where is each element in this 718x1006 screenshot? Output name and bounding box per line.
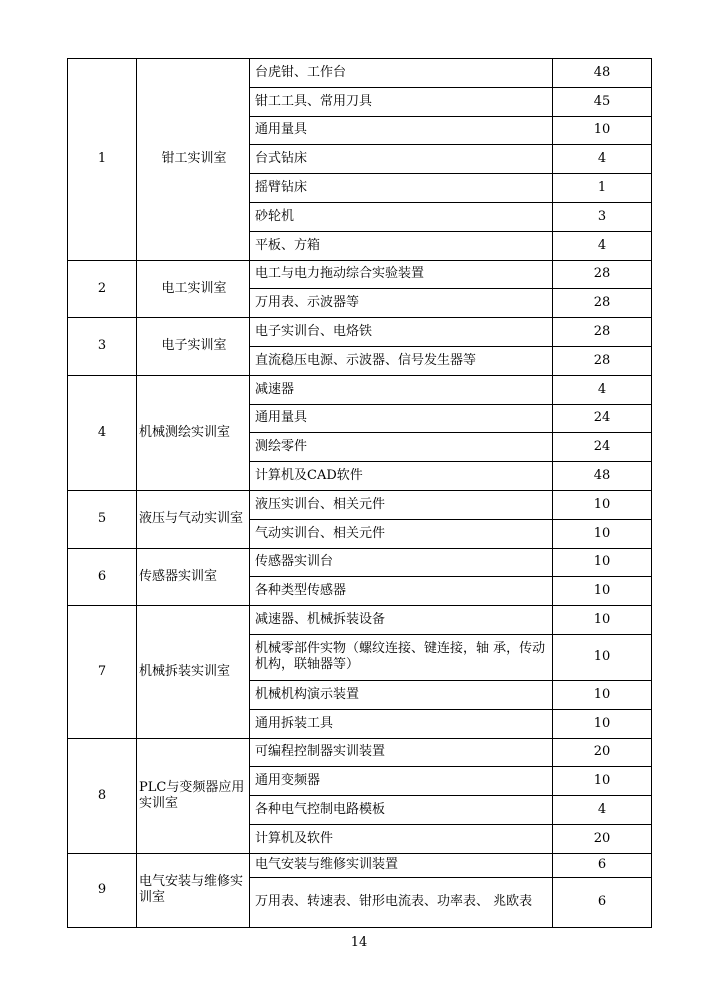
device-name: 机械零部件实物（螺纹连接、键连接，轴 承，传动机构，联轴器等） (250, 634, 553, 680)
lab-number: 7 (68, 606, 137, 738)
device-name: 计算机及软件 (250, 824, 553, 853)
lab-number: 3 (68, 318, 137, 376)
device-qty: 10 (553, 709, 652, 738)
lab-room: PLC与变频器应用实训室 (137, 738, 250, 853)
device-qty: 28 (553, 318, 652, 347)
table-row (68, 738, 652, 767)
device-name: 台虎钳、工作台 (250, 59, 553, 88)
device-qty: 10 (553, 680, 652, 709)
device-name: 砂轮机 (250, 202, 553, 231)
lab-room: 机械测绘实训室 (137, 375, 250, 490)
table-row (68, 375, 652, 404)
table-row (68, 548, 652, 577)
page-number: 14 (350, 935, 368, 950)
lab-number: 1 (68, 59, 137, 261)
device-qty: 28 (553, 260, 652, 289)
device-qty: 45 (553, 87, 652, 116)
device-qty: 10 (553, 116, 652, 145)
device-name: 通用拆装工具 (250, 709, 553, 738)
device-name: 台式钻床 (250, 145, 553, 174)
device-name: 摇臂钻床 (250, 174, 553, 203)
device-name: 直流稳压电源、示波器、信号发生器等 (250, 346, 553, 375)
device-name: 万用表、示波器等 (250, 289, 553, 318)
device-qty: 10 (553, 548, 652, 577)
device-qty: 28 (553, 346, 652, 375)
device-name: 传感器实训台 (250, 548, 553, 577)
device-name: 可编程控制器实训装置 (250, 738, 553, 767)
table-row (68, 606, 652, 635)
device-qty: 10 (553, 519, 652, 548)
lab-number: 5 (68, 490, 137, 548)
device-qty: 4 (553, 145, 652, 174)
device-qty: 28 (553, 289, 652, 318)
device-qty: 4 (553, 796, 652, 825)
device-qty: 4 (553, 231, 652, 260)
device-name: 电气安装与维修实训装置 (250, 853, 553, 877)
table-row (68, 853, 652, 877)
device-qty: 10 (553, 634, 652, 680)
device-name: 通用量具 (250, 404, 553, 433)
device-name: 钳工工具、常用刀具 (250, 87, 553, 116)
device-qty: 48 (553, 59, 652, 88)
table-row (68, 260, 652, 289)
table-row (68, 318, 652, 347)
lab-room: 机械拆装实训室 (137, 606, 250, 738)
device-qty: 24 (553, 404, 652, 433)
device-name: 平板、方箱 (250, 231, 553, 260)
equipment-table (67, 58, 652, 928)
lab-number: 2 (68, 260, 137, 318)
device-name: 减速器、机械拆装设备 (250, 606, 553, 635)
device-name: 万用表、转速表、钳形电流表、功率表、 兆欧表 (250, 877, 553, 927)
device-qty: 10 (553, 767, 652, 796)
device-qty: 48 (553, 462, 652, 491)
lab-room: 电子实训室 (137, 318, 250, 376)
device-name: 减速器 (250, 375, 553, 404)
table-row (68, 490, 652, 519)
table-row (68, 59, 652, 88)
device-qty: 10 (553, 490, 652, 519)
lab-number: 4 (68, 375, 137, 490)
device-name: 测绘零件 (250, 433, 553, 462)
device-name: 通用变频器 (250, 767, 553, 796)
device-qty: 24 (553, 433, 652, 462)
lab-room: 电气安装与维修实训室 (137, 853, 250, 927)
device-name: 计算机及CAD软件 (250, 462, 553, 491)
device-name: 电工与电力拖动综合实验装置 (250, 260, 553, 289)
device-qty: 3 (553, 202, 652, 231)
device-name: 机械机构演示装置 (250, 680, 553, 709)
device-name: 通用量具 (250, 116, 553, 145)
lab-room: 电工实训室 (137, 260, 250, 318)
lab-number: 9 (68, 853, 137, 927)
device-qty: 10 (553, 577, 652, 606)
device-qty: 4 (553, 375, 652, 404)
device-name: 各种类型传感器 (250, 577, 553, 606)
lab-number: 6 (68, 548, 137, 606)
lab-number: 8 (68, 738, 137, 853)
device-name: 各种电气控制电路模板 (250, 796, 553, 825)
device-name: 液压实训台、相关元件 (250, 490, 553, 519)
device-qty: 20 (553, 738, 652, 767)
device-qty: 10 (553, 606, 652, 635)
device-name: 气动实训台、相关元件 (250, 519, 553, 548)
device-qty: 1 (553, 174, 652, 203)
device-qty: 20 (553, 824, 652, 853)
lab-room: 钳工实训室 (137, 59, 250, 261)
device-qty: 6 (553, 877, 652, 927)
lab-room: 传感器实训室 (137, 548, 250, 606)
lab-room: 液压与气动实训室 (137, 490, 250, 548)
device-name: 电子实训台、电烙铁 (250, 318, 553, 347)
device-qty: 6 (553, 853, 652, 877)
